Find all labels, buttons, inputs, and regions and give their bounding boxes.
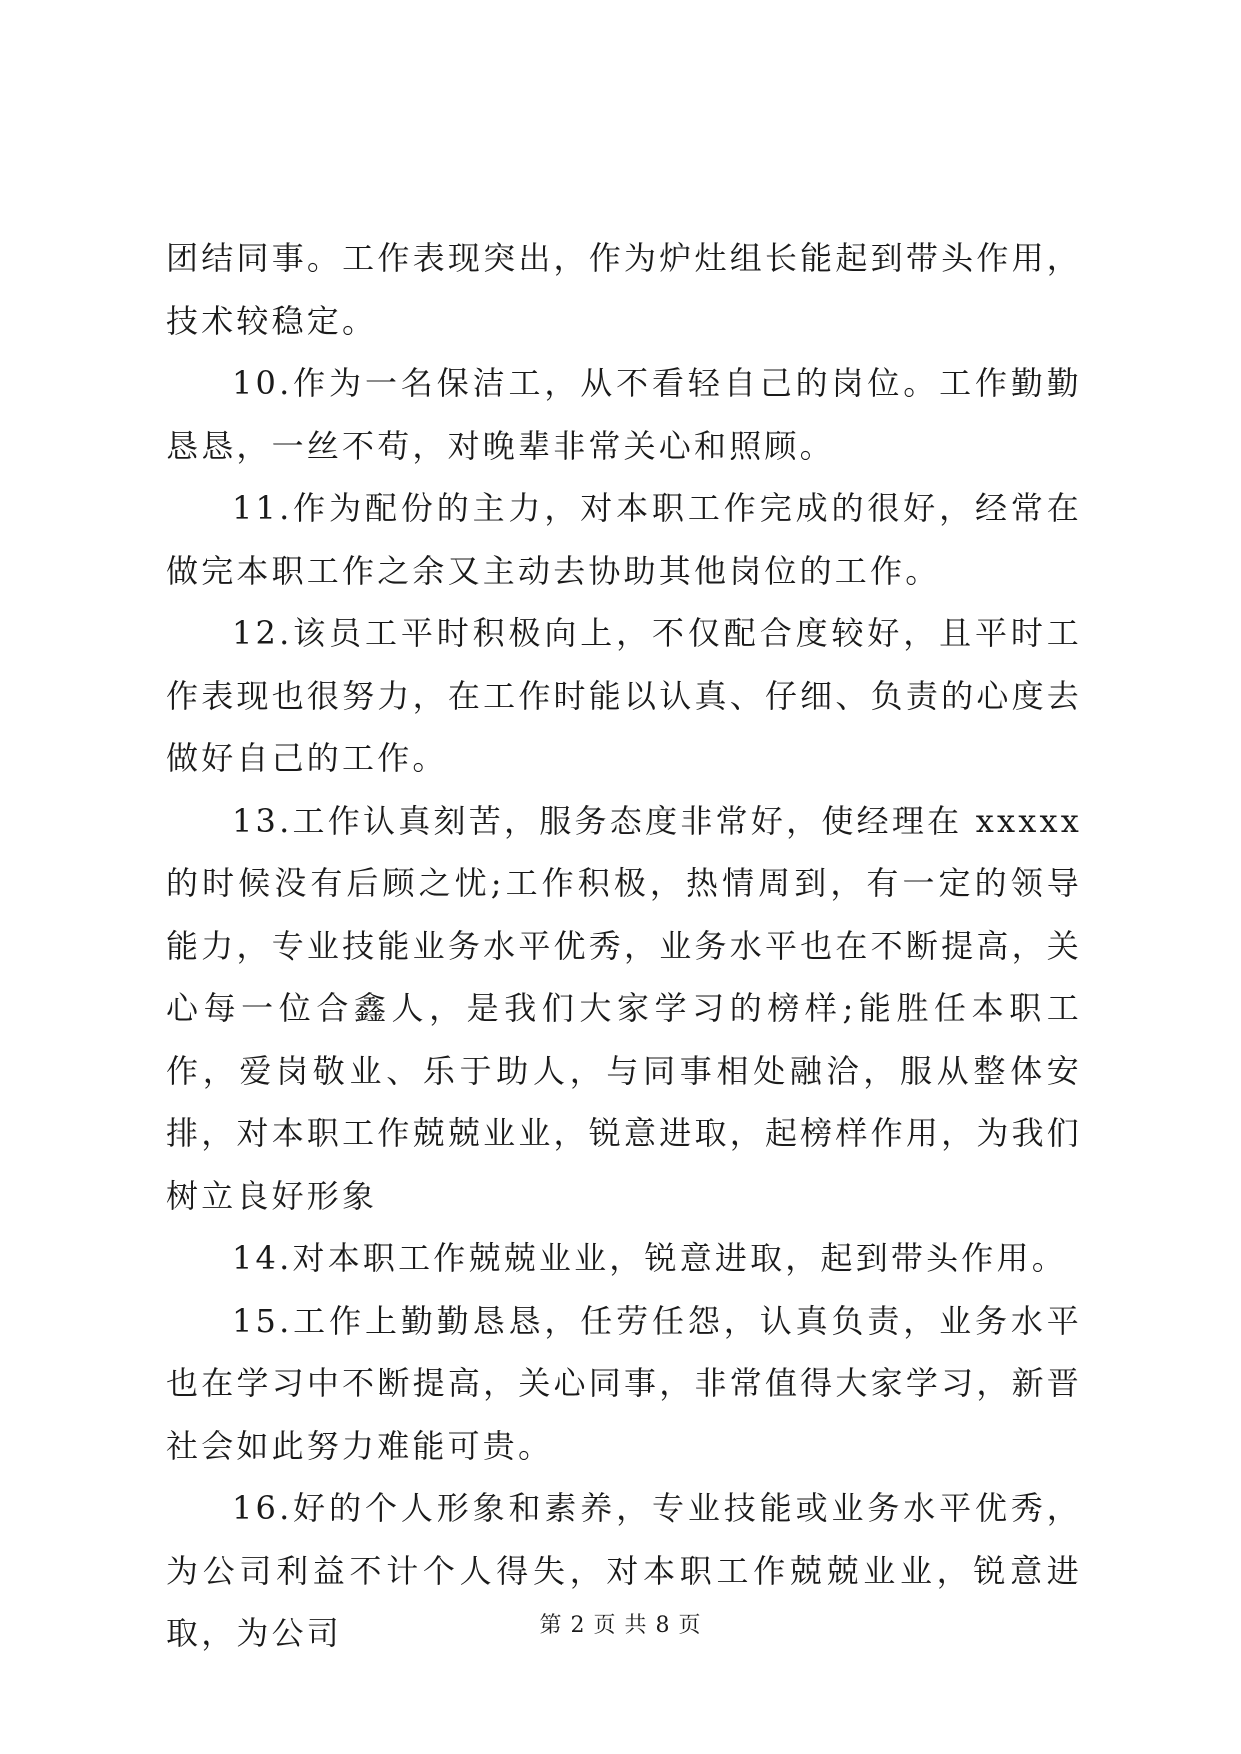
paragraph-item-10: 10.作为一名保洁工，从不看轻自己的岗位。工作勤勤恳恳，一丝不苟，对晚辈非常关心和照顾。 [166,364,1082,465]
paragraph-continuation: 团结同事。工作表现突出，作为炉灶组长能起到带头作用，技术较稳定。 [166,239,1082,340]
paragraph-item-11: 11.作为配份的主力，对本职工作完成的很好，经常在做完本职工作之余又主动去协助其他岗位的工作。 [166,489,1082,590]
paragraph-item-14: 14.对本职工作兢兢业业，锐意进取，起到带头作用。 [232,1239,1067,1277]
paragraph-item-16: 16.好的个人形象和素养，专业技能或业务水平优秀，为公司利益不计个人得失，对本职工作兢兢业业，锐意进取，为公司 [166,1489,1082,1652]
paragraph-item-12: 12.该员工平时积极向上，不仅配合度较好，且平时工作表现也很努力，在工作时能以认真、仔细、负责的心度去做好自己的工作。 [166,614,1082,777]
document-body [166,227,1082,1665]
paragraph-item-15: 15.工作上勤勤恳恳，任劳任怨，认真负责，业务水平也在学习中不断提高，关心同事，非常值得大家学习，新晋社会如此努力难能可贵。 [166,1301,1082,1465]
paragraph-item-13: 13.工作认真刻苦，服务态度非常好，使经理在 xxxxx 的时候没有后顾之忧;工作积极，热情周到，有一定的领导能力，专业技能业务水平优秀，业务水平也在不断提高，关心每一位合鑫人，是我们大家学习的榜样;能胜任本职工作，爱岗敬业、乐于助人，与同事相处融洽，服从整体安排，对本职工作兢兢业业，锐意进取，起榜样作用，为我们树立良好形象 [166,801,1082,1215]
page-number-footer: 第 2 页 共 8 页 [539,1613,702,1638]
